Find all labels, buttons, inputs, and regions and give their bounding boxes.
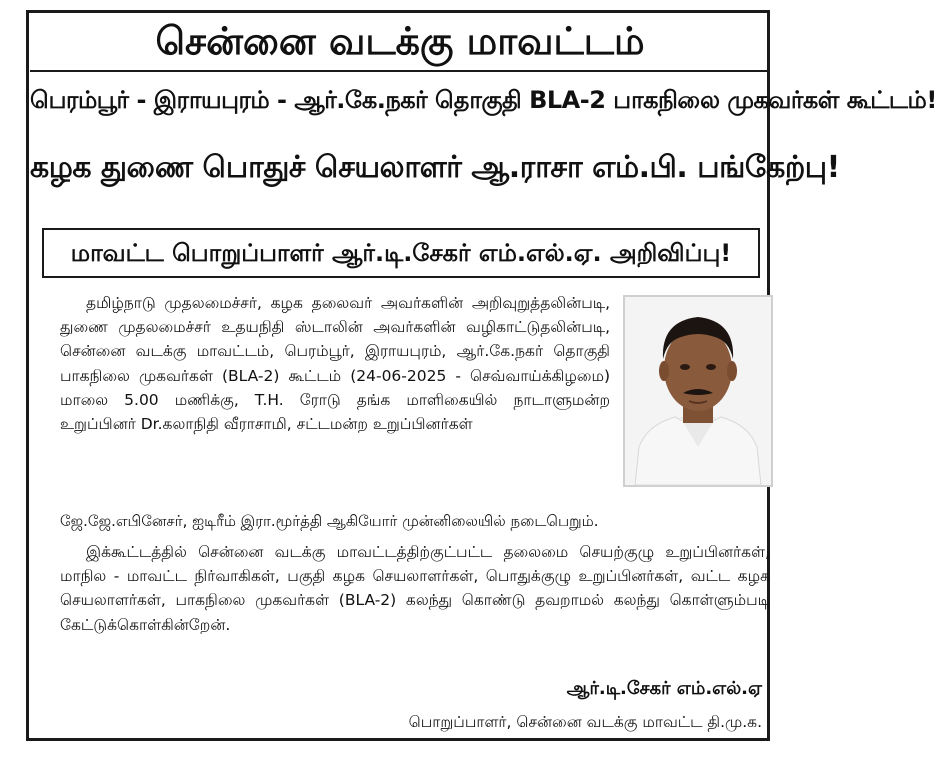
title-divider <box>30 70 770 72</box>
body-paragraph-2: இக்கூட்டத்தில் சென்னை வடக்கு மாவட்டத்திற்குட்பட்ட தலைமை செயற்குழு உறுப்பினர்கள், மாநில - மாவட்ட நிர்வாகிகள், பகுதி கழக செயலாளர்கள், பொதுக்குழு உறுப்பினர்கள், வட்ட கழக செயலாளர்கள், பாகநிலை முகவர்கள் (BLA-2) கலந்து கொண்டு தவறாமல் கலந்து கொள்ளும்படி கேட்டுக்கொள்கின்றேன். <box>60 543 770 634</box>
body-paragraph-1-end: ஜே.ஜே.எபினேசர், ஐடிரீம் இரா.மூர்த்தி ஆகியோர் முன்னிலையில் நடைபெறும். <box>60 512 599 530</box>
portrait-illustration <box>625 297 771 485</box>
signatory-designation: பொறுப்பாளர், சென்னை வடக்கு மாவட்ட தி.மு.க. <box>408 713 762 731</box>
district-title: சென்னை வடக்கு மாவட்டம் <box>155 19 645 63</box>
announcement-box: மாவட்ட பொறுப்பாளர் ஆர்.டி.சேகர் எம்.எல்.ஏ. அறிவிப்பு! <box>42 228 760 278</box>
body-paragraph-1: தமிழ்நாடு முதலமைச்சர், கழக தலைவர் அவர்களின் அறிவுறுத்தலின்படி, துணை முதலமைச்சர் உதயநிதி ஸ்டாலின் அவர்களின் வழிகாட்டுதலின்படி, சென்னை வடக்கு மாவட்டம், பெரம்பூர், இராயபுரம், ஆர்.கே.நகர் தொகுதி பாகநிலை முகவர்கள் (BLA-2) கூட்டம் (24-06-2025 - செவ்வாய்க்கிழமை) மாலை 5.00 மணிக்கு, T.H. ரோடு தங்க மாளிகையில் நாடாளுமன்ற உறுப்பினர் Dr.கலாநிதி வீராசாமி, சட்டமன்ற உறுப்பினர்கள் <box>60 294 610 434</box>
portrait-photo <box>623 295 773 487</box>
signatory-name: ஆர்.டி.சேகர் எம்.எல்.ஏ <box>566 678 762 699</box>
guest-headline: கழக துணை பொதுச் செயலாளர் ஆ.ராசா எம்.பி. பங்கேற்பு! <box>30 150 840 185</box>
meeting-headline: பெரம்பூர் - இராயபுரம் - ஆர்.கே.நகர் தொகுதி BLA-2 பாகநிலை முகவர்கள் கூட்டம்! <box>30 86 937 114</box>
